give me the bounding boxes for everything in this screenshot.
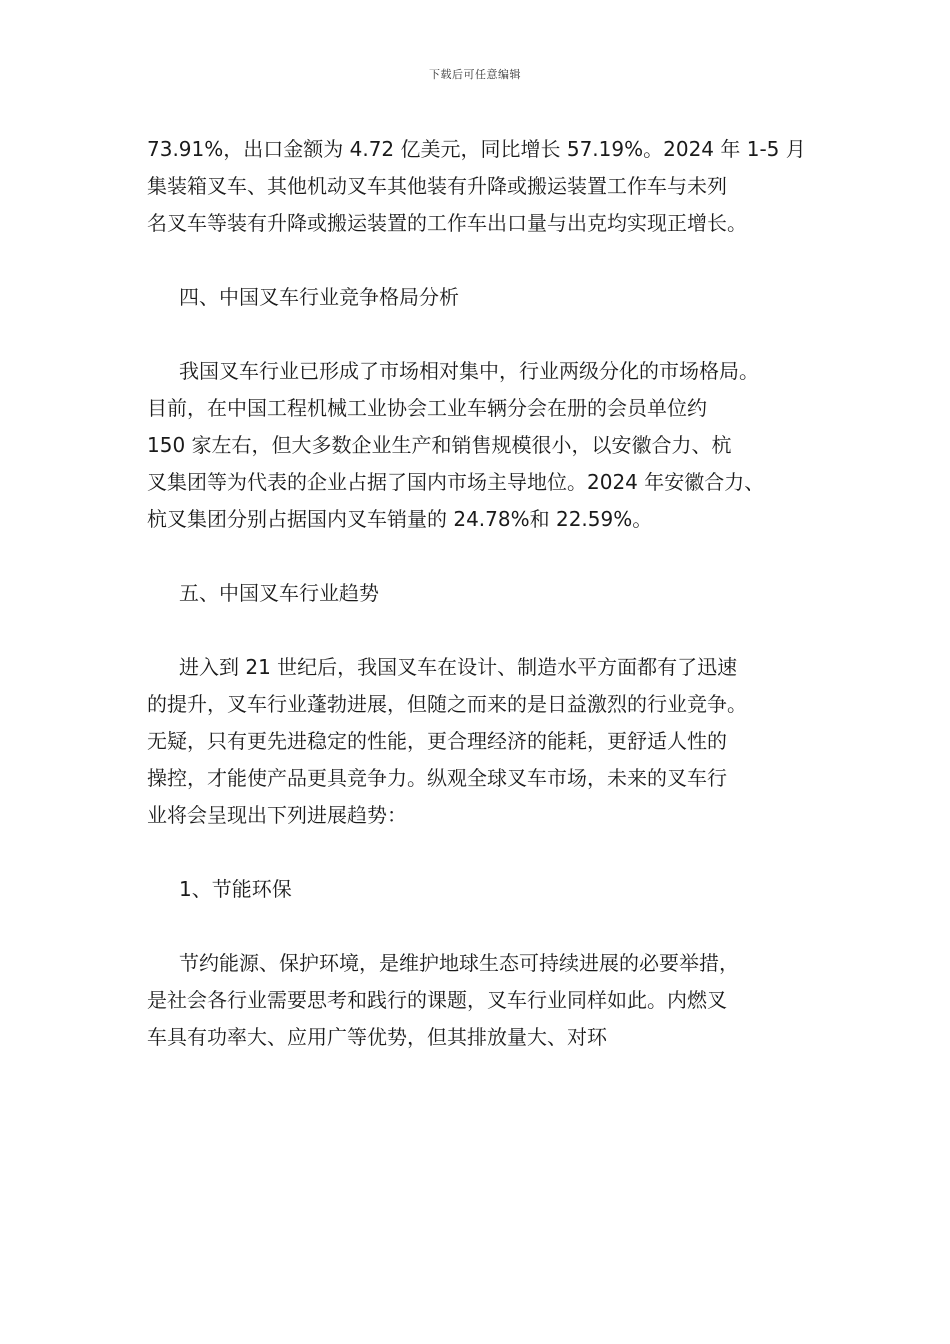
section-heading: 四、中国叉车行业竞争格局分析 (179, 285, 459, 309)
text-line: 我国叉车行业已形成了市场相对集中，行业两级分化的市场格局。 (179, 359, 759, 383)
section-heading-trends (147, 575, 817, 612)
text-line: 集装箱叉车、其他机动叉车其他装有升降或搬运装置工作车与未列 (147, 174, 727, 198)
section-heading-competition (147, 279, 817, 316)
text-line: 杭叉集团分别占据国内叉车销量的 24.78%和 22.59%。 (147, 507, 653, 531)
subsection-heading: 1、节能环保 (179, 877, 292, 901)
text-line: 名叉车等装有升降或搬运装置的工作车出口量与出克均实现正增长。 (147, 211, 747, 235)
text-line: 业将会呈现出下列进展趋势： (147, 803, 407, 827)
text-line: 的提升，叉车行业蓬勃进展，但随之而来的是日益激烈的行业竞争。 (147, 692, 747, 716)
text-line: 73.91%，出口金额为 4.72 亿美元，同比增长 57.19%。2024 年 1-5 月 (147, 137, 806, 161)
text-line: 无疑，只有更先进稳定的性能，更合理经济的能耗，更舒适人性的 (147, 729, 727, 753)
text-line: 操控，才能使产品更具竞争力。纵观全球叉车市场，未来的叉车行 (147, 766, 727, 790)
text-line: 节约能源、保护环境，是维护地球生态可持续进展的必要举措， (179, 951, 739, 975)
paragraph-trend-intro (147, 649, 817, 834)
text-line: 叉集团等为代表的企业占据了国内市场主导地位。2024 年安徽合力、 (147, 470, 765, 494)
paragraph-export-growth (147, 131, 817, 242)
section-heading: 五、中国叉车行业趋势 (179, 581, 379, 605)
text-line: 进入到 21 世纪后，我国叉车在设计、制造水平方面都有了迅速 (179, 655, 738, 679)
text-line: 车具有功率大、应用广等优势，但其排放量大、对环 (147, 1025, 607, 1049)
paragraph-energy-saving (147, 945, 817, 1056)
paragraph-market-structure (147, 353, 817, 538)
subsection-heading-energy (147, 871, 817, 908)
document-body (147, 131, 817, 1056)
page-header-note: 下载后可任意编辑 (429, 68, 521, 81)
text-line: 是社会各行业需要思考和践行的课题，叉车行业同样如此。内燃叉 (147, 988, 727, 1012)
text-line: 150 家左右，但大多数企业生产和销售规模很小，以安徽合力、杭 (147, 433, 732, 457)
text-line: 目前，在中国工程机械工业协会工业车辆分会在册的会员单位约 (147, 396, 707, 420)
